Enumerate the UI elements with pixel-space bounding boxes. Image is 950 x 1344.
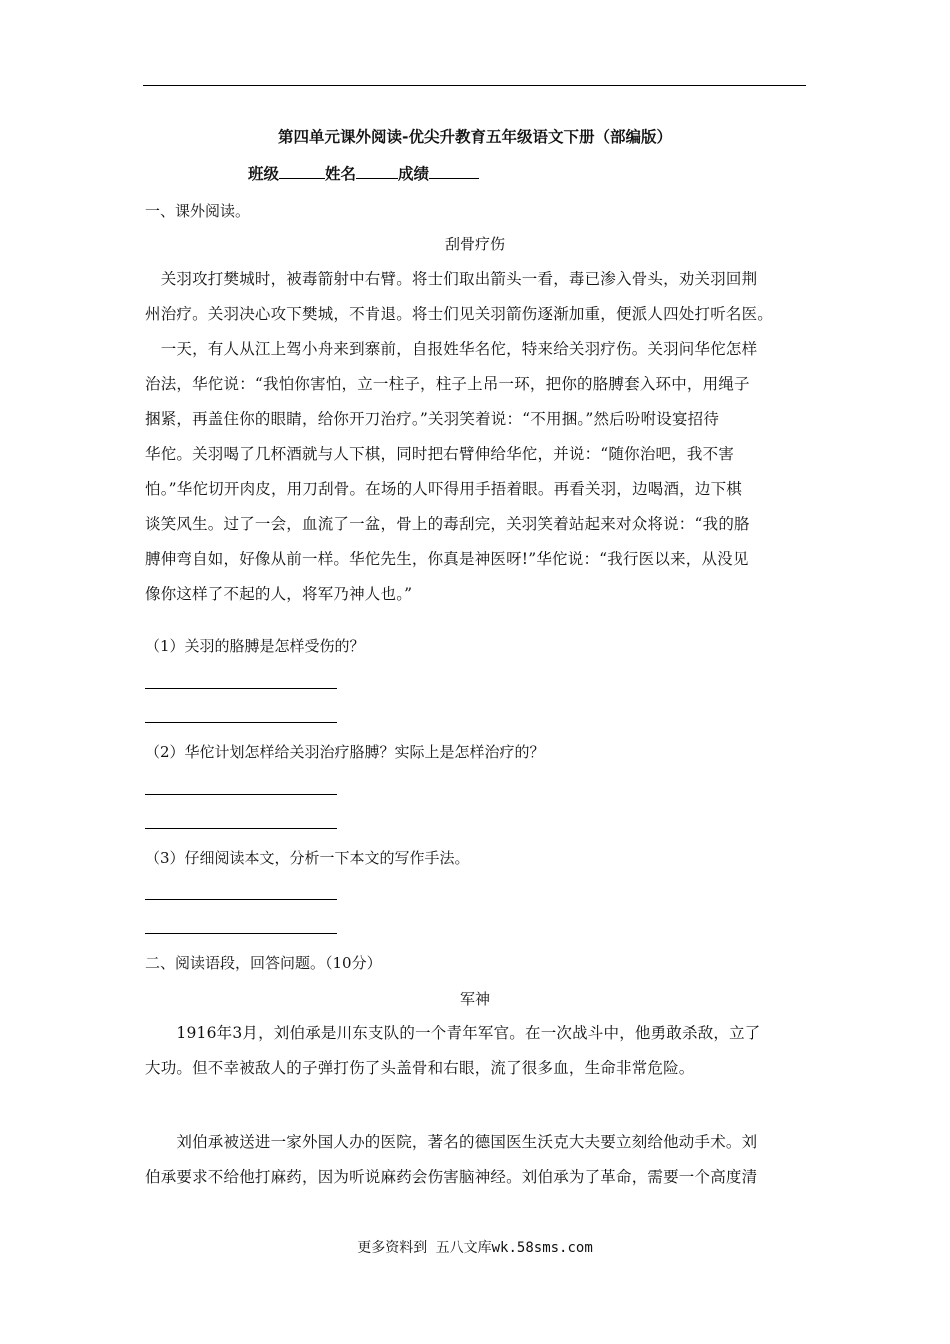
answer-line[interactable]: [145, 794, 337, 795]
passage1-line: 华佗。关羽喝了几杯酒就与人下棋，同时把右臂伸给华佗，并说：“随你治吧，我不害: [145, 445, 735, 463]
passage1-line: 关羽攻打樊城时，被毒箭射中右臂。将士们取出箭头一看，毒已渗入骨头，劝关羽回荆: [145, 270, 758, 288]
passage1-line: 一天，有人从江上驾小舟来到寨前，自报姓华名佗，特来给关羽疗伤。关羽问华佗怎样: [145, 340, 758, 358]
section2-heading: 二、阅读语段，回答问题。（10分）: [145, 954, 382, 972]
passage1-line: 谈笑风生。过了一会，血流了一盆，骨上的毒刮完，关羽笑着站起来对众将说：“我的胳: [145, 515, 750, 533]
passage1-title: 刮骨疗伤: [444, 235, 505, 253]
question-2: （2）华佗计划怎样给关羽治疗胳膊？实际上是怎样治疗的？: [145, 743, 545, 761]
passage2-line: 伯承要求不给他打麻药，因为听说麻药会伤害脑神经。刘伯承为了革命，需要一个高度清: [145, 1168, 758, 1186]
footer-link[interactable]: 更多资料到 五八文库wk.58sms.com: [357, 1240, 593, 1256]
passage2-line: 刘伯承被送进一家外国人办的医院，著名的德国医生沃克大夫要立刻给他动手术。刘: [145, 1133, 758, 1151]
question-1: （1）关羽的胳膊是怎样受伤的？: [145, 637, 365, 655]
passage1-line: 州治疗。关羽决心攻下樊城，不肯退。将士们见关羽箭伤逐渐加重，便派人四处打听名医。: [145, 305, 774, 323]
passage2-title: 军神: [459, 990, 490, 1008]
answer-line[interactable]: [145, 828, 337, 829]
score-blank: [429, 162, 479, 179]
top-rule: [143, 85, 806, 86]
passage2-line: 1916年3月，刘伯承是川东支队的一个青年军官。在一次战斗中，他勇敢杀敌，立了: [145, 1024, 761, 1042]
answer-line[interactable]: [145, 688, 337, 689]
section1-heading: 一、课外阅读。: [145, 202, 251, 220]
passage1-line: 膊伸弯自如，好像从前一样。华佗先生，你真是神医呀!”华佗说：“我行医以来，从没见: [145, 550, 749, 568]
name-blank: [356, 162, 398, 179]
passage1-line: 怕。”华佗切开肉皮，用刀刮骨。在场的人吓得用手捂着眼。再看关羽，边喝酒，边下棋: [145, 480, 742, 498]
passage2-line: 大功。但不幸被敌人的子弹打伤了头盖骨和右眼，流了很多血，生命非常危险。: [145, 1059, 695, 1077]
passage1-line: 像你这样了不起的人，将军乃神人也。”: [145, 585, 413, 603]
passage1-line: 治法，华佗说：“我怕你害怕，立一柱子，柱子上吊一环，把你的胳膊套入环中，用绳子: [145, 375, 750, 393]
class-label: 班级: [248, 165, 280, 183]
answer-line[interactable]: [145, 722, 337, 723]
name-label: 姓名: [325, 165, 357, 183]
passage1-line: 捆紧，再盖住你的眼睛，给你开刀治疗。”关羽笑着说：“不用捆。”然后吩咐设宴招待: [145, 410, 720, 428]
answer-line[interactable]: [145, 899, 337, 900]
page-title: 第四单元课外阅读-优尖升教育五年级语文下册（部编版）: [278, 128, 672, 146]
score-label: 成绩: [398, 165, 430, 183]
answer-line[interactable]: [145, 933, 337, 934]
class-blank: [279, 162, 325, 179]
student-info-line: [248, 162, 479, 184]
question-3: （3）仔细阅读本文，分析一下本文的写作手法。: [145, 849, 470, 867]
